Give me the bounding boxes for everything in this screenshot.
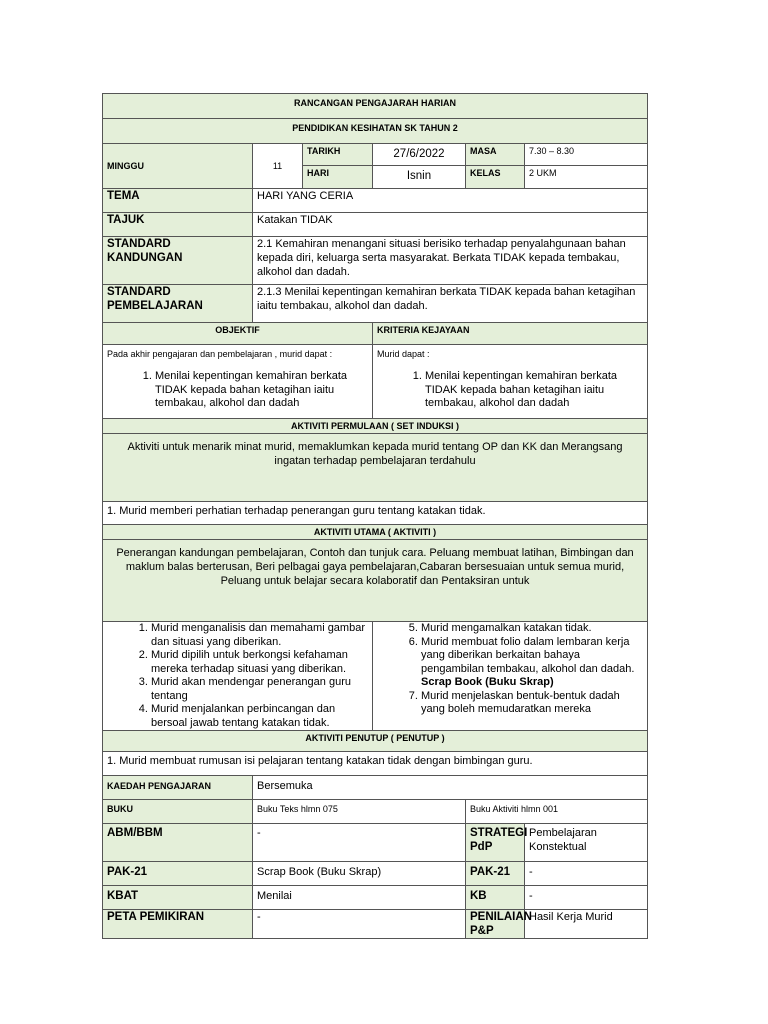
- sp-label: STANDARD PEMBELAJARAN: [103, 285, 253, 323]
- pak-value: Scrap Book (Buku Skrap): [253, 862, 466, 886]
- masa-value: 7.30 – 8.30: [525, 144, 648, 166]
- buku-aktiviti: Buku Aktiviti hlmn 001: [466, 800, 648, 824]
- hari-value: Isnin: [373, 166, 466, 189]
- utama-left-list: [107, 622, 368, 730]
- list-item: 1. Murid menganalisis dan memahami gambar dan situasi yang diberikan.: [151, 622, 368, 649]
- list-item: [421, 636, 643, 690]
- lesson-plan-table: [102, 93, 648, 939]
- permulaan-step: 1. Murid memberi perhatian terhadap penerangan guru tentang katakan tidak.: [103, 502, 648, 525]
- doc-subtitle: PENDIDIKAN KESIHATAN SK TAHUN 2: [103, 119, 648, 144]
- list-item: 3. Murid akan mendengar penerangan guru tentang: [151, 676, 368, 703]
- utama-left-cell: [103, 622, 373, 731]
- minggu-value: 11: [253, 144, 303, 189]
- kriteria-label: KRITERIA KEJAYAAN: [373, 323, 648, 345]
- tema-value: HARI YANG CERIA: [253, 189, 648, 213]
- lesson-plan: [102, 93, 647, 939]
- strategi-label: STRATEGI PdP: [466, 824, 525, 862]
- utama-label: AKTIVITI UTAMA ( AKTIVITI ): [103, 525, 648, 540]
- utama-desc: Penerangan kandungan pembelajaran, Contoh dan tunjuk cara. Peluang membuat latihan, Bimbingan dan maklum balas berterusan, Beri pelbagai gaya pembelajaran,Cabaran bersesuaian untuk semua murid, Peluang untuk belajar secara kolaboratif dan Pentaksiran untuk: [103, 540, 648, 622]
- peta-value: -: [253, 910, 466, 939]
- kbat-value: Menilai: [253, 886, 466, 910]
- abm-value: -: [253, 824, 466, 862]
- permulaan-desc: Aktiviti untuk menarik minat murid, memaklumkan kepada murid tentang OP dan KK dan Merangsang ingatan terhadap pembelajaran terdahulu: [103, 434, 648, 502]
- sk-label: STANDARD KANDUNGAN: [103, 237, 253, 285]
- kriteria-cell: [373, 345, 648, 419]
- objektif-list: [107, 370, 368, 411]
- tarikh-label: TARIKH: [303, 144, 373, 166]
- kb-value: -: [525, 886, 648, 910]
- tarikh-value: 27/6/2022: [373, 144, 466, 166]
- penilaian-label: PENILAIAN P&P: [466, 910, 525, 939]
- list-item: 4. Murid menjalankan perbincangan dan bersoal jawab tentang katakan tidak.: [151, 703, 368, 730]
- objektif-intro: Pada akhir pengajaran dan pembelajaran , murid dapat :: [107, 349, 333, 359]
- tema-label: TEMA: [103, 189, 253, 213]
- sk-value: 2.1 Kemahiran menangani situasi berisiko terhadap penyalahgunaan bahan kepada diri, keluarga serta masyarakat. Berkata TIDAK kepada tembakau, alkohol dan dadah.: [253, 237, 648, 285]
- abm-label: ABM/BBM: [103, 824, 253, 862]
- penilaian-value: Hasil Kerja Murid: [525, 910, 648, 939]
- kelas-label: KELAS: [466, 166, 525, 189]
- kelas-value: 2 UKM: [525, 166, 648, 189]
- strategi-value: Pembelajaran Konstektual: [525, 824, 648, 862]
- list-item: 1. Menilai kepentingan kemahiran berkata TIDAK kepada bahan ketagihan iaitu tembakau, alkohol dan dadah: [425, 370, 643, 411]
- objektif-label: OBJEKTIF: [103, 323, 373, 345]
- pak2-value: -: [525, 862, 648, 886]
- tajuk-label: TAJUK: [103, 213, 253, 237]
- doc-title: RANCANGAN PENGAJARAH HARIAN: [103, 94, 648, 119]
- peta-label: PETA PEMIKIRAN: [103, 910, 253, 939]
- kb-label: KB: [466, 886, 525, 910]
- permulaan-label: AKTIVITI PERMULAAN ( SET INDUKSI ): [103, 419, 648, 434]
- penutup-label: AKTIVITI PENUTUP ( PENUTUP ): [103, 731, 648, 752]
- utama-right-list: [377, 622, 643, 717]
- list-item: 2. Murid dipilih untuk berkongsi kefahaman mereka terhadap situasi yang diberikan.: [151, 649, 368, 676]
- scrap-book-label: Scrap Book (Buku Skrap): [421, 676, 554, 688]
- masa-label: MASA: [466, 144, 525, 166]
- pak-label: PAK-21: [103, 862, 253, 886]
- list-item: 5. Murid mengamalkan katakan tidak.: [421, 622, 643, 636]
- kriteria-list: [377, 370, 643, 411]
- kaedah-value: Bersemuka: [253, 776, 648, 800]
- list-item: 7. Murid menjelaskan bentuk-bentuk dadah yang boleh memudaratkan mereka: [421, 690, 643, 717]
- penutup-step: 1. Murid membuat rumusan isi pelajaran tentang katakan tidak dengan bimbingan guru.: [103, 752, 648, 776]
- minggu-label: MINGGU: [103, 144, 253, 189]
- pak2-label: PAK-21: [466, 862, 525, 886]
- buku-teks: Buku Teks hlmn 075: [253, 800, 466, 824]
- list-item-text: Murid membuat folio dalam lembaran kerja yang diberikan berkaitan bahaya pengambilan tembakau, alkohol dan dadah.: [421, 635, 635, 675]
- kaedah-label: KAEDAH PENGAJARAN: [103, 776, 253, 800]
- tajuk-value: Katakan TIDAK: [253, 213, 648, 237]
- hari-label: HARI: [303, 166, 373, 189]
- utama-right-cell: [373, 622, 648, 731]
- kbat-label: KBAT: [103, 886, 253, 910]
- objektif-cell: [103, 345, 373, 419]
- list-item: 1. Menilai kepentingan kemahiran berkata TIDAK kepada bahan ketagihan iaitu tembakau, alkohol dan dadah: [155, 370, 368, 411]
- buku-label: BUKU: [103, 800, 253, 824]
- kriteria-intro: Murid dapat :: [377, 349, 430, 359]
- sp-value: 2.1.3 Menilai kepentingan kemahiran berkata TIDAK kepada bahan ketagihan iaitu tembakau, alkohol dan dadah.: [253, 285, 648, 323]
